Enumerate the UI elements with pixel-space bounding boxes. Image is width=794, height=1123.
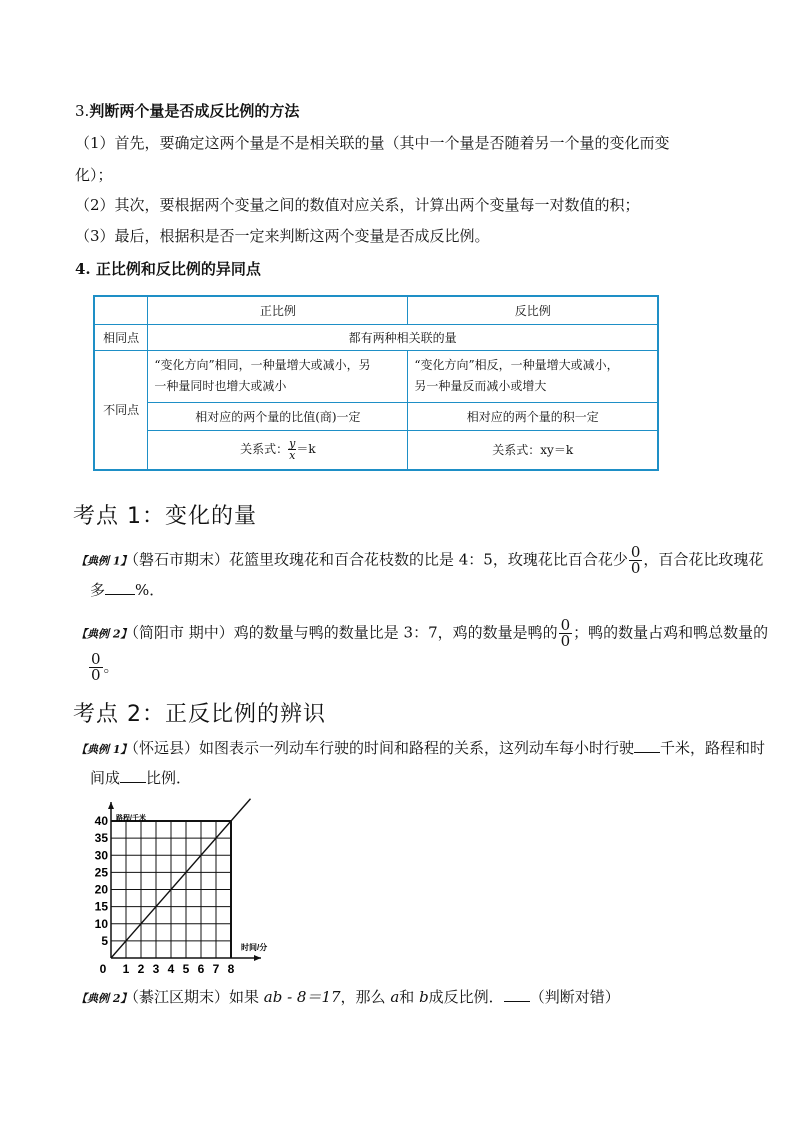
x-tick-label: 8 bbox=[227, 962, 235, 976]
y-tick-label: 20 bbox=[94, 882, 108, 897]
table-inverse-change-2: 另一种量反而减小或增大 bbox=[414, 379, 547, 393]
table-row-same bbox=[94, 324, 658, 350]
section3-step3: （3）最后，根据积是否一定来判断这两个变量是否成反比例。 bbox=[75, 227, 490, 245]
kaodian2-ex1-tag: 【典例 1】 bbox=[76, 743, 132, 756]
kaodian1-ex1-frac-den: 0 bbox=[630, 559, 641, 577]
section3-heading-num: 3. bbox=[75, 102, 90, 120]
kaodian2-ex1-text1: （怀远县）如图表示一列动车行驶的时间和路程的关系，这列动车每小时行驶 bbox=[131, 739, 634, 757]
kaodian2-ex2-text2: ，那么 bbox=[340, 988, 391, 1006]
x-tick-label: 1 bbox=[122, 962, 130, 976]
kaodian1-ex2-end: 。 bbox=[103, 657, 119, 676]
table-row-quotient bbox=[94, 402, 658, 430]
chart-series bbox=[111, 799, 251, 958]
kaodian2-ex1-text2: 千米，路程和时 bbox=[660, 739, 766, 757]
kaodian1-ex1-line2 bbox=[90, 580, 164, 600]
kaodian1-ex1-fraction bbox=[629, 545, 643, 576]
kaodian2-ex2-text1: （綦江区期末）如果 bbox=[131, 988, 264, 1006]
table-col-direct: 正比例 bbox=[148, 296, 408, 324]
table-label-same: 相同点 bbox=[94, 324, 148, 350]
comparison-table bbox=[93, 295, 659, 471]
table-col-inverse: 反比例 bbox=[408, 296, 658, 324]
table-row-formula bbox=[94, 430, 658, 470]
x-tick-label: 5 bbox=[182, 962, 190, 976]
table-direct-change bbox=[148, 350, 408, 402]
table-inverse-formula: 关系式：xy＝k bbox=[408, 430, 658, 470]
kaodian2-ex1-blank2[interactable] bbox=[120, 768, 146, 783]
kaodian1-ex2-frac2-den: 0 bbox=[91, 666, 101, 684]
kaodian1-ex2-text1: （简阳市 期中）鸡的数量与鸭的数量比是 3：7，鸡的数量是鸭的 bbox=[131, 623, 558, 642]
origin-label: 0 bbox=[99, 962, 107, 976]
y-axis-arrow bbox=[108, 802, 114, 809]
table-corner-cell bbox=[94, 296, 148, 324]
kaodian2-ex2-tag: 【典例 2】 bbox=[76, 992, 132, 1005]
kaodian2-ex2-formula: ab - 8＝17 bbox=[263, 988, 341, 1006]
y-tick-label: 35 bbox=[94, 831, 108, 846]
table-row-change bbox=[94, 350, 658, 402]
section3-heading-text: 判断两个量是否成反比例的方法 bbox=[89, 102, 300, 120]
kaodian1-ex2-fraction1 bbox=[559, 618, 573, 649]
y-tick-label: 40 bbox=[94, 814, 108, 828]
table-same-text: 都有两种相关联的量 bbox=[148, 324, 658, 350]
table-direct-change-2: 一种量同时也增大或减小 bbox=[154, 379, 287, 393]
table-inverse-change-1: “变化方向”相反，一种量增大或减小， bbox=[414, 358, 619, 372]
y-tick-label: 15 bbox=[94, 899, 108, 914]
y-axis-title: 路程/千米 bbox=[116, 815, 146, 822]
kaodian1-ex2-frac1-den: 0 bbox=[560, 632, 571, 650]
kaodian2-title: 考点 2：正反比例的辨识 bbox=[73, 702, 326, 727]
kaodian1-ex1-frac-num: 0 bbox=[630, 543, 641, 561]
table-direct-formula bbox=[148, 430, 408, 470]
kaodian2-ex2-var-b: b bbox=[419, 988, 429, 1006]
kaodian1-ex1-line1 bbox=[76, 545, 763, 576]
kaodian2-ex2-text3: 和 bbox=[399, 988, 420, 1006]
kaodian1-ex1-text2: ，百合花比玫瑰花 bbox=[643, 550, 764, 569]
x-tick-label: 6 bbox=[197, 962, 205, 976]
direct-formula-den: x bbox=[289, 449, 296, 463]
y-tick-label: 30 bbox=[94, 848, 108, 863]
section3-step1-line2: 化）； bbox=[75, 166, 113, 184]
table-header-row bbox=[94, 296, 658, 324]
x-tick-label: 3 bbox=[152, 962, 160, 976]
chart-axes bbox=[108, 802, 261, 961]
kaodian2-ex1-blank1[interactable] bbox=[634, 738, 660, 753]
table-inverse-change bbox=[408, 350, 658, 402]
chart-labels bbox=[95, 813, 268, 976]
y-tick-label: 25 bbox=[94, 865, 108, 880]
kaodian2-ex2-text5: （判断对错） bbox=[529, 988, 620, 1006]
direct-formula-prefix: 关系式： bbox=[240, 442, 289, 457]
table-direct-change-1: “变化方向”相同，一种量增大或减小，另 bbox=[154, 358, 371, 372]
kaodian1-ex2-text2: ；鸭的数量占鸡和鸭总数量的 bbox=[573, 623, 769, 642]
kaodian1-ex1-line2-a: 多 bbox=[90, 581, 106, 599]
section4-heading: 4. 正比例和反比例的异同点 bbox=[75, 260, 261, 278]
kaodian1-title: 考点 1：变化的量 bbox=[73, 504, 257, 529]
x-tick-label: 4 bbox=[167, 962, 175, 976]
section3-step2: （2）其次，要根据两个变量之间的数值对应关系，计算出两个变量每一对数值的积； bbox=[75, 196, 640, 214]
kaodian2-ex1-line1 bbox=[76, 738, 765, 760]
kaodian2-ex2-line bbox=[76, 987, 620, 1009]
kaodian1-ex2-frac1-num: 0 bbox=[560, 616, 571, 634]
kaodian1-ex2-frac2-num: 0 bbox=[91, 650, 101, 668]
kaodian2-ex2-text4: 成反比例． bbox=[428, 988, 504, 1006]
kaodian1-ex1-answer-blank[interactable] bbox=[105, 580, 135, 595]
kaodian2-ex1-line2-b: 比例． bbox=[146, 769, 192, 787]
kaodian1-ex1-line2-b: %． bbox=[135, 581, 165, 599]
y-tick-label: 10 bbox=[94, 916, 108, 931]
table-label-diff: 不同点 bbox=[94, 350, 148, 470]
kaodian2-ex1-line2 bbox=[90, 768, 191, 788]
kaodian1-ex2-tag: 【典例 2】 bbox=[76, 627, 132, 641]
kaodian2-ex2-blank[interactable] bbox=[504, 987, 530, 1002]
section3-heading bbox=[75, 101, 299, 121]
kaodian1-ex2-fraction2 bbox=[89, 652, 103, 683]
x-axis-arrow bbox=[254, 955, 261, 961]
table-inverse-product: 相对应的两个量的积一定 bbox=[408, 402, 658, 430]
kaodian1-ex1-tag: 【典例 1】 bbox=[76, 554, 132, 568]
x-axis-title: 时间/分 bbox=[241, 943, 268, 952]
direct-formula-tail: ＝k bbox=[296, 442, 316, 457]
y-tick-label: 5 bbox=[101, 933, 108, 948]
kaodian2-ex2-var-a: a bbox=[390, 988, 400, 1006]
x-tick-label: 7 bbox=[212, 962, 220, 976]
series-line bbox=[111, 799, 251, 958]
kaodian1-ex2-line2 bbox=[88, 652, 119, 683]
section3-step1-line1: （1）首先，要确定这两个量是不是相关联的量（其中一个量是否随着另一个量的变化而变 bbox=[75, 134, 670, 152]
kaodian2-ex1-line2-a: 间成 bbox=[90, 769, 121, 787]
direct-formula-num: y bbox=[289, 437, 296, 451]
kaodian1-ex2-line1 bbox=[76, 618, 768, 649]
table-direct-ratio: 相对应的两个量的比值(商)一定 bbox=[148, 402, 408, 430]
kaodian1-ex1-text1: （磐石市期末）花篮里玫瑰花和百合花枝数的比是 4：5，玫瑰花比百合花少 bbox=[131, 550, 628, 569]
distance-time-chart bbox=[86, 798, 276, 978]
x-tick-label: 2 bbox=[137, 962, 145, 976]
